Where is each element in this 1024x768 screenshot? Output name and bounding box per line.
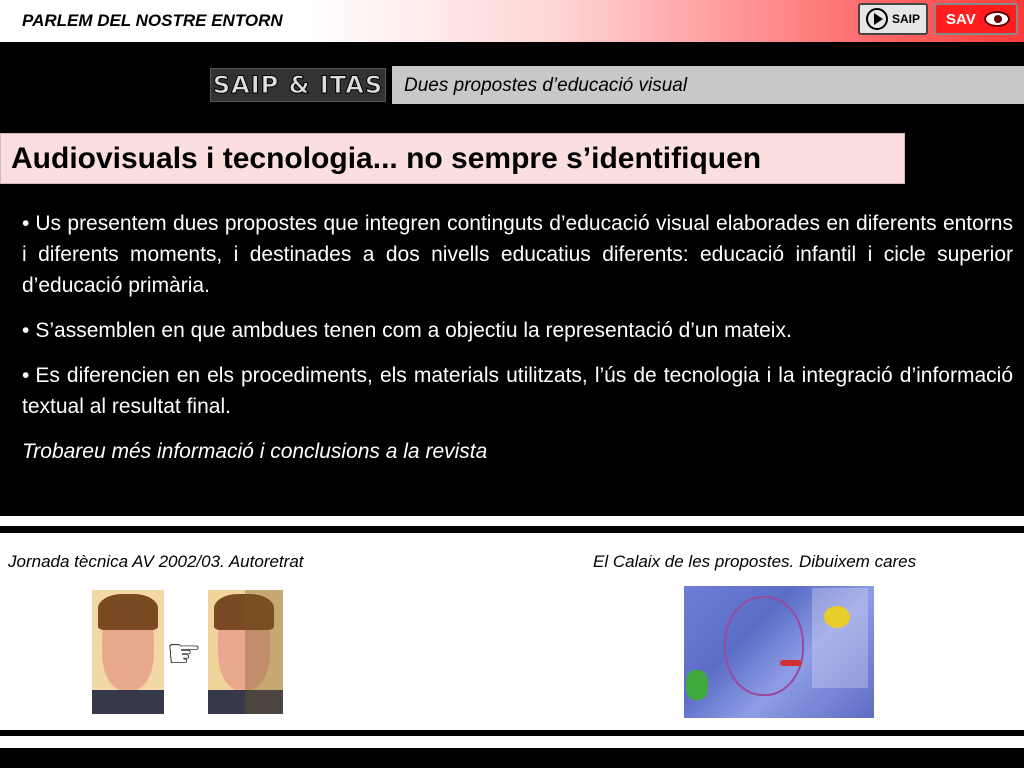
- bullet-item: [22, 315, 1013, 346]
- bullet-text: Es diferencien en els procediments, els materials utilitzats, l’ús de tecnologia i la integració d’informació textual al resultat final.: [22, 364, 1013, 418]
- subtitle: Dues propostes d’educació visual: [404, 75, 688, 96]
- self-portrait-photo: [92, 590, 164, 714]
- body-text: [22, 208, 1013, 481]
- subtitle-bar: [392, 66, 1024, 104]
- examples-panel: [0, 542, 1024, 726]
- children-drawing-photo: [684, 586, 874, 718]
- more-info-text: Trobareu més informació i conclusions a la revista: [22, 440, 488, 463]
- bullet-icon: •: [22, 212, 30, 235]
- divider: [0, 516, 1024, 542]
- footer-bar: [0, 748, 1024, 768]
- pointing-hand-icon: ☞: [166, 632, 202, 676]
- saip-button-label: SAIP: [891, 12, 920, 26]
- saip-itas-logo: SAIP & ITAS: [210, 68, 386, 102]
- sav-button-label: SAV: [946, 10, 976, 28]
- divider: [0, 726, 1024, 748]
- bullet-item: [22, 360, 1013, 422]
- bullet-item: [22, 208, 1013, 301]
- saip-button[interactable]: [858, 3, 928, 35]
- bullet-text: S’assemblen en que ambdues tenen com a objectiu la representació d’un mateix.: [35, 319, 792, 342]
- bullet-text: Us presentem dues propostes que integren continguts d’educació visual elaborades en diferents entorns i diferents moments, i destinades a dos nivells educatius diferents: educació infantil i cicle superior d’educació primària.: [22, 212, 1013, 297]
- header-bar: [0, 0, 1024, 42]
- section-title: PARLEM DEL NOSTRE ENTORN: [22, 11, 283, 30]
- sav-button[interactable]: [934, 3, 1018, 35]
- caption-left: Jornada tècnica AV 2002/03. Autoretrat: [8, 552, 304, 571]
- caption-right: El Calaix de les propostes. Dibuixem cares: [593, 552, 917, 571]
- title-box: [0, 133, 905, 184]
- play-icon: [866, 8, 888, 30]
- bullet-icon: •: [22, 364, 30, 387]
- eye-icon: [984, 11, 1010, 27]
- edited-portrait-photo: [208, 590, 283, 714]
- page-title: Audiovisuals i tecnologia... no sempre s’identifiquen: [11, 142, 762, 175]
- bullet-icon: •: [22, 319, 30, 342]
